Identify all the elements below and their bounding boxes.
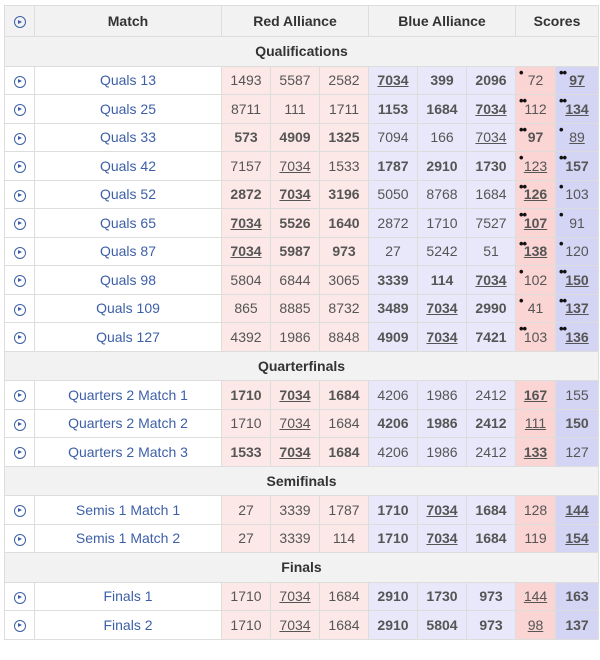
ranking-point-dots-icon: •• — [519, 123, 527, 137]
red-team-1[interactable]: 573 — [222, 123, 271, 152]
match-name-link[interactable]: Quarters 2 Match 2 — [35, 409, 222, 438]
red-team-2[interactable]: 6844 — [271, 266, 320, 295]
play-circle-icon[interactable] — [14, 190, 26, 202]
red-score — [516, 524, 556, 553]
blue-team-1[interactable]: 1710 — [369, 496, 418, 525]
red-score — [516, 209, 556, 238]
section-title: Qualifications — [5, 37, 599, 67]
match-row — [5, 237, 599, 266]
section-title: Finals — [5, 553, 599, 583]
blue-team-3[interactable]: 7421 — [467, 323, 516, 352]
match-name-link[interactable]: Quals 25 — [35, 95, 222, 124]
play-cell[interactable] — [5, 438, 35, 467]
play-cell[interactable] — [5, 180, 35, 209]
blue-team-1[interactable]: 2910 — [369, 582, 418, 611]
match-name-link[interactable]: Quals 33 — [35, 123, 222, 152]
play-circle-icon[interactable] — [14, 505, 26, 517]
match-name-link[interactable]: Quarters 2 Match 1 — [35, 381, 222, 410]
play-circle-icon[interactable] — [14, 16, 26, 28]
red-score — [516, 123, 556, 152]
play-cell[interactable] — [5, 611, 35, 640]
header-match: Match — [35, 6, 222, 37]
blue-team-3[interactable]: 7034 — [467, 266, 516, 295]
blue-team-3[interactable]: 2412 — [467, 381, 516, 410]
play-cell[interactable] — [5, 524, 35, 553]
match-row — [5, 209, 599, 238]
blue-score-value: 137 — [565, 300, 589, 317]
blue-team-2[interactable]: 1684 — [418, 95, 467, 124]
red-team-2[interactable]: 3339 — [271, 496, 320, 525]
red-score — [516, 323, 556, 352]
blue-team-2[interactable]: 1986 — [418, 381, 467, 410]
match-name-link[interactable]: Quals 42 — [35, 152, 222, 181]
red-team-3[interactable]: 114 — [320, 524, 369, 553]
blue-team-3[interactable]: 7527 — [467, 209, 516, 238]
red-team-2[interactable]: 5987 — [271, 237, 320, 266]
blue-team-2[interactable]: 1710 — [418, 209, 467, 238]
ranking-point-dots-icon: •• — [559, 322, 567, 336]
blue-score — [556, 95, 599, 124]
blue-team-1[interactable]: 4206 — [369, 409, 418, 438]
red-team-1[interactable]: 27 — [222, 496, 271, 525]
match-row — [5, 409, 599, 438]
match-name-link[interactable]: Quals 98 — [35, 266, 222, 295]
red-team-2[interactable]: 7034 — [271, 152, 320, 181]
red-team-2[interactable]: 5587 — [271, 66, 320, 95]
blue-team-2[interactable]: 5242 — [418, 237, 467, 266]
blue-score-value: 150 — [565, 271, 589, 288]
match-name-link[interactable]: Semis 1 Match 1 — [35, 496, 222, 525]
blue-team-3[interactable]: 973 — [467, 611, 516, 640]
play-cell[interactable] — [5, 123, 35, 152]
blue-team-2[interactable]: 1986 — [418, 438, 467, 467]
play-cell[interactable] — [5, 95, 35, 124]
blue-score-value: 103 — [565, 186, 589, 203]
match-row — [5, 152, 599, 181]
match-name-link[interactable]: Finals 1 — [35, 582, 222, 611]
blue-score — [556, 266, 599, 295]
red-score — [516, 152, 556, 181]
blue-score — [556, 582, 599, 611]
red-score-value: 98 — [527, 616, 544, 633]
match-row — [5, 323, 599, 352]
header-play-cell[interactable] — [5, 6, 35, 37]
red-team-3[interactable]: 1684 — [320, 438, 369, 467]
ranking-point-dots-icon: •• — [559, 94, 567, 108]
blue-team-2[interactable]: 1730 — [418, 582, 467, 611]
match-name-link[interactable]: Quarters 2 Match 3 — [35, 438, 222, 467]
play-circle-icon[interactable] — [14, 592, 26, 604]
play-cell[interactable] — [5, 323, 35, 352]
red-team-2[interactable]: 7034 — [271, 611, 320, 640]
match-name-link[interactable]: Quals 87 — [35, 237, 222, 266]
play-cell[interactable] — [5, 381, 35, 410]
match-name-link[interactable]: Quals 127 — [35, 323, 222, 352]
red-team-3[interactable]: 3065 — [320, 266, 369, 295]
blue-team-1[interactable]: 27 — [369, 237, 418, 266]
blue-team-1[interactable]: 3339 — [369, 266, 418, 295]
play-cell[interactable] — [5, 582, 35, 611]
match-row — [5, 294, 599, 323]
red-score-value: 126 — [523, 186, 548, 203]
red-score — [516, 180, 556, 209]
red-score — [516, 294, 556, 323]
red-score — [516, 611, 556, 640]
play-cell[interactable] — [5, 209, 35, 238]
play-circle-icon[interactable] — [14, 76, 26, 88]
blue-team-1[interactable]: 4206 — [369, 438, 418, 467]
blue-score — [556, 524, 599, 553]
blue-team-2[interactable]: 7034 — [418, 323, 467, 352]
blue-team-3[interactable]: 973 — [467, 582, 516, 611]
red-team-1[interactable]: 7034 — [222, 237, 271, 266]
red-team-3[interactable]: 973 — [320, 237, 369, 266]
blue-score-value: 150 — [565, 415, 589, 432]
blue-score-value: 127 — [565, 443, 589, 460]
blue-team-3[interactable]: 1684 — [467, 180, 516, 209]
play-circle-icon[interactable] — [14, 419, 26, 431]
red-score — [516, 95, 556, 124]
red-score-value: 133 — [523, 443, 548, 460]
header-row — [5, 6, 599, 37]
red-score-value: 144 — [523, 588, 548, 605]
red-team-3[interactable]: 2582 — [320, 66, 369, 95]
match-row — [5, 180, 599, 209]
blue-team-3[interactable]: 1730 — [467, 152, 516, 181]
red-team-1[interactable]: 7034 — [222, 209, 271, 238]
blue-score — [556, 323, 599, 352]
blue-score-value: 157 — [565, 157, 589, 174]
blue-team-1[interactable]: 7094 — [369, 123, 418, 152]
red-team-3[interactable]: 1684 — [320, 582, 369, 611]
blue-team-2[interactable]: 114 — [418, 266, 467, 295]
play-circle-icon[interactable] — [14, 218, 26, 230]
blue-score — [556, 152, 599, 181]
section-row — [5, 466, 599, 496]
ranking-point-dots-icon: •• — [519, 322, 527, 336]
ranking-point-dots-icon: • — [559, 123, 563, 137]
play-cell[interactable] — [5, 294, 35, 323]
ranking-point-dots-icon: •• — [559, 151, 567, 165]
blue-score — [556, 611, 599, 640]
red-team-3[interactable]: 1684 — [320, 611, 369, 640]
section-title: Semifinals — [5, 466, 599, 496]
match-rows — [5, 37, 599, 640]
section-title: Quarterfinals — [5, 351, 599, 381]
match-row — [5, 95, 599, 124]
blue-team-2[interactable]: 7034 — [418, 496, 467, 525]
play-cell[interactable] — [5, 409, 35, 438]
blue-score-value: 154 — [565, 530, 589, 547]
match-row — [5, 496, 599, 525]
blue-team-1[interactable]: 7034 — [369, 66, 418, 95]
ranking-point-dots-icon: • — [559, 180, 563, 194]
match-row — [5, 66, 599, 95]
red-team-2[interactable]: 7034 — [271, 180, 320, 209]
red-team-3[interactable]: 3196 — [320, 180, 369, 209]
blue-team-3[interactable]: 7034 — [467, 95, 516, 124]
red-score — [516, 438, 556, 467]
red-team-2[interactable]: 7034 — [271, 409, 320, 438]
ranking-point-dots-icon: • — [519, 265, 523, 279]
blue-score-value: 97 — [569, 72, 585, 89]
red-team-2[interactable]: 7034 — [271, 381, 320, 410]
blue-score-value: 144 — [565, 501, 589, 518]
blue-team-2[interactable]: 2910 — [418, 152, 467, 181]
blue-team-3[interactable]: 1684 — [467, 524, 516, 553]
play-cell[interactable] — [5, 266, 35, 295]
match-row — [5, 524, 599, 553]
red-team-1[interactable]: 1710 — [222, 611, 271, 640]
blue-score — [556, 123, 599, 152]
match-results-panel — [4, 5, 598, 640]
blue-team-3[interactable]: 2990 — [467, 294, 516, 323]
blue-team-2[interactable]: 5804 — [418, 611, 467, 640]
play-cell[interactable] — [5, 237, 35, 266]
header-scores: Scores — [516, 6, 599, 37]
red-score-value: 128 — [523, 501, 548, 518]
blue-team-1[interactable]: 4206 — [369, 381, 418, 410]
play-circle-icon[interactable] — [14, 247, 26, 259]
red-score-value: 107 — [523, 214, 548, 231]
match-name-link[interactable]: Quals 13 — [35, 66, 222, 95]
match-row — [5, 381, 599, 410]
blue-score-value: 163 — [565, 588, 589, 605]
play-circle-icon[interactable] — [14, 161, 26, 173]
play-circle-icon[interactable] — [14, 304, 26, 316]
red-team-1[interactable]: 8711 — [222, 95, 271, 124]
red-team-1[interactable]: 1710 — [222, 381, 271, 410]
red-team-2[interactable]: 7034 — [271, 438, 320, 467]
match-name-link[interactable]: Finals 2 — [35, 611, 222, 640]
blue-team-2[interactable]: 8768 — [418, 180, 467, 209]
ranking-point-dots-icon: •• — [519, 237, 527, 251]
blue-score-value: 134 — [565, 100, 589, 117]
ranking-point-dots-icon: • — [559, 237, 563, 251]
blue-score — [556, 209, 599, 238]
red-team-2[interactable]: 4909 — [271, 123, 320, 152]
blue-score-value: 137 — [565, 616, 589, 633]
ranking-point-dots-icon: • — [519, 151, 523, 165]
blue-score-value: 120 — [565, 243, 589, 260]
blue-team-3[interactable]: 51 — [467, 237, 516, 266]
blue-team-3[interactable]: 2412 — [467, 438, 516, 467]
blue-score — [556, 237, 599, 266]
match-row — [5, 123, 599, 152]
blue-team-3[interactable]: 7034 — [467, 123, 516, 152]
section-row — [5, 37, 599, 67]
blue-team-3[interactable]: 2096 — [467, 66, 516, 95]
play-circle-icon[interactable] — [14, 534, 26, 546]
red-team-3[interactable]: 8732 — [320, 294, 369, 323]
red-score — [516, 381, 556, 410]
red-score — [516, 582, 556, 611]
blue-team-3[interactable]: 1684 — [467, 496, 516, 525]
red-team-3[interactable]: 1684 — [320, 409, 369, 438]
ranking-point-dots-icon: •• — [519, 94, 527, 108]
header-red-alliance: Red Alliance — [222, 6, 369, 37]
play-circle-icon[interactable] — [14, 620, 26, 632]
red-score — [516, 496, 556, 525]
blue-score-value: 155 — [565, 386, 589, 403]
red-team-1[interactable]: 5804 — [222, 266, 271, 295]
red-team-1[interactable]: 4392 — [222, 323, 271, 352]
match-name-link[interactable]: Quals 109 — [35, 294, 222, 323]
play-cell[interactable] — [5, 66, 35, 95]
blue-score — [556, 66, 599, 95]
ranking-point-dots-icon: •• — [519, 208, 527, 222]
red-score — [516, 266, 556, 295]
blue-team-1[interactable]: 2910 — [369, 611, 418, 640]
play-circle-icon[interactable] — [14, 390, 26, 402]
red-score-value: 102 — [523, 271, 548, 288]
blue-team-2[interactable]: 1986 — [418, 409, 467, 438]
blue-score-value: 136 — [565, 328, 589, 345]
red-score-value: 103 — [523, 328, 548, 345]
red-team-2[interactable]: 8885 — [271, 294, 320, 323]
match-row — [5, 611, 599, 640]
red-team-1[interactable]: 27 — [222, 524, 271, 553]
blue-team-2[interactable]: 7034 — [418, 524, 467, 553]
red-score-value: 41 — [527, 300, 544, 317]
red-score-value: 119 — [524, 530, 547, 547]
match-row — [5, 266, 599, 295]
ranking-point-dots-icon: • — [559, 208, 563, 222]
blue-team-1[interactable]: 3489 — [369, 294, 418, 323]
blue-team-3[interactable]: 2412 — [467, 409, 516, 438]
red-team-1[interactable]: 1710 — [222, 582, 271, 611]
red-score-value: 72 — [527, 72, 544, 89]
blue-score-value: 91 — [569, 214, 585, 231]
red-score-value: 111 — [524, 415, 547, 432]
ranking-point-dots-icon: •• — [559, 265, 567, 279]
play-circle-icon[interactable] — [14, 447, 26, 459]
ranking-point-dots-icon: • — [519, 294, 523, 308]
red-team-3[interactable]: 8848 — [320, 323, 369, 352]
red-team-3[interactable]: 1684 — [320, 381, 369, 410]
red-team-3[interactable]: 1325 — [320, 123, 369, 152]
red-team-2[interactable]: 7034 — [271, 582, 320, 611]
header-blue-alliance: Blue Alliance — [369, 6, 516, 37]
red-team-1[interactable]: 2872 — [222, 180, 271, 209]
ranking-point-dots-icon: • — [519, 66, 523, 80]
play-circle-icon[interactable] — [14, 104, 26, 116]
play-cell[interactable] — [5, 152, 35, 181]
match-row — [5, 438, 599, 467]
blue-team-1[interactable]: 1153 — [369, 95, 418, 124]
red-team-2[interactable]: 3339 — [271, 524, 320, 553]
red-team-2[interactable]: 1986 — [271, 323, 320, 352]
red-team-3[interactable]: 1533 — [320, 152, 369, 181]
blue-score — [556, 180, 599, 209]
blue-score — [556, 381, 599, 410]
red-team-1[interactable]: 1493 — [222, 66, 271, 95]
red-team-1[interactable]: 7157 — [222, 152, 271, 181]
red-team-3[interactable]: 1640 — [320, 209, 369, 238]
red-score-value: 97 — [527, 129, 544, 146]
blue-score — [556, 294, 599, 323]
red-score-value: 138 — [523, 243, 548, 260]
red-team-3[interactable]: 1787 — [320, 496, 369, 525]
play-circle-icon[interactable] — [14, 332, 26, 344]
match-row — [5, 582, 599, 611]
ranking-point-dots-icon: •• — [559, 294, 567, 308]
blue-score — [556, 496, 599, 525]
section-row — [5, 351, 599, 381]
blue-score-value: 89 — [569, 129, 585, 146]
red-score — [516, 409, 556, 438]
match-name-link[interactable]: Quals 52 — [35, 180, 222, 209]
red-score — [516, 66, 556, 95]
match-results-table — [4, 5, 599, 640]
red-team-2[interactable]: 111 — [271, 95, 320, 124]
red-score-value: 123 — [523, 157, 548, 174]
red-team-2[interactable]: 5526 — [271, 209, 320, 238]
ranking-point-dots-icon: •• — [519, 180, 527, 194]
blue-team-1[interactable]: 1787 — [369, 152, 418, 181]
red-team-3[interactable]: 1711 — [320, 95, 369, 124]
red-score-value: 167 — [523, 386, 548, 403]
blue-team-2[interactable]: 7034 — [418, 294, 467, 323]
match-name-link[interactable]: Quals 65 — [35, 209, 222, 238]
play-circle-icon[interactable] — [14, 275, 26, 287]
blue-team-1[interactable]: 5050 — [369, 180, 418, 209]
red-team-1[interactable]: 1533 — [222, 438, 271, 467]
section-row — [5, 553, 599, 583]
blue-team-2[interactable]: 399 — [418, 66, 467, 95]
red-team-1[interactable]: 1710 — [222, 409, 271, 438]
red-team-1[interactable]: 865 — [222, 294, 271, 323]
blue-team-1[interactable]: 1710 — [369, 524, 418, 553]
match-name-link[interactable]: Semis 1 Match 2 — [35, 524, 222, 553]
blue-team-1[interactable]: 4909 — [369, 323, 418, 352]
play-circle-icon[interactable] — [14, 133, 26, 145]
red-score-value: 112 — [524, 100, 547, 117]
play-cell[interactable] — [5, 496, 35, 525]
blue-score — [556, 438, 599, 467]
blue-score — [556, 409, 599, 438]
ranking-point-dots-icon: •• — [559, 66, 567, 80]
red-score — [516, 237, 556, 266]
blue-team-2[interactable]: 166 — [418, 123, 467, 152]
blue-team-1[interactable]: 2872 — [369, 209, 418, 238]
